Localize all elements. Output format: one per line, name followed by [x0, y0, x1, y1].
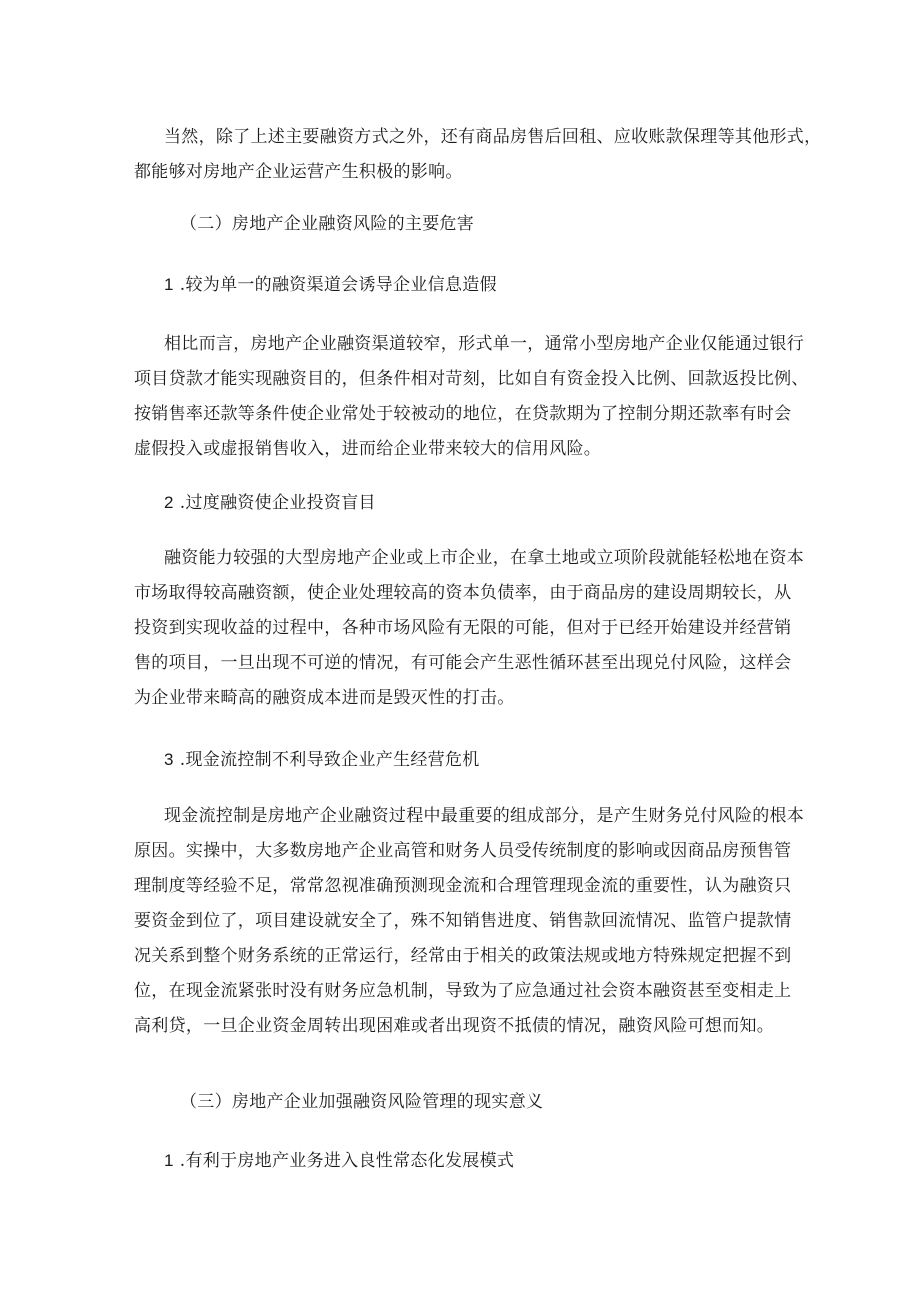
item-heading-3-1	[164, 1143, 809, 1178]
paragraph-line: 都能够对房地产企业运营产生积极的影响。	[134, 162, 463, 182]
paragraph-line: 融资能力较强的大型房地产企业或上市企业，在拿土地或立项阶段就能轻松地在资本	[164, 548, 805, 568]
item-heading-2	[164, 485, 809, 520]
section-heading-three	[180, 1085, 825, 1120]
paragraph-line: 售的项目，一旦出现不可逆的情况，有可能会产生恶性循环甚至出现兑付风险，这样会	[134, 653, 792, 673]
item-title: .有利于房地产业务进入良性常态化发展模式	[179, 1151, 515, 1171]
item-number: 1	[164, 1151, 174, 1170]
item-number: 2	[164, 493, 174, 512]
paragraph-line: 项目贷款才能实现融资目的，但条件相对苛刻，比如自有资金投入比例、回款返投比例、	[134, 369, 809, 389]
item-number: 1	[164, 275, 174, 294]
paragraph-line: 投资到实现收益的过程中，各种市场风险有无限的可能，但对于已经开始建设并经营销	[134, 618, 792, 638]
paragraph-line: 况关系到整个财务系统的正常运行，经常由于相关的政策法规或地方特殊规定把握不到	[134, 946, 792, 966]
paragraph-line: 原因。实操中，大多数房地产企业高管和财务人员受传统制度的影响或因商品房预售管	[134, 841, 792, 861]
item-title: .现金流控制不利导致企业产生经营危机	[179, 750, 480, 770]
paragraph-line: 理制度等经验不足，常常忽视准确预测现金流和合理管理现金流的重要性，认为融资只	[134, 876, 792, 896]
paragraph-line: 当然，除了上述主要融资方式之外，还有商品房售后回租、应收账款保理等其他形式，	[164, 127, 822, 147]
paragraph-line: 市场取得较高融资额，使企业处理较高的资本负债率，由于商品房的建设周期较长，从	[134, 583, 792, 603]
paragraph-line: 位，在现金流紧张时没有财务应急机制，导致为了应急通过社会资本融资甚至变相走上	[134, 981, 792, 1001]
paragraph-line: 为企业带来畸高的融资成本进而是毁灭性的打击。	[134, 688, 515, 708]
paragraph-line: 高利贷，一旦企业资金周转出现困难或者出现资不抵债的情况，融资风险可想而知。	[134, 1016, 775, 1036]
section-heading-two	[180, 207, 825, 242]
paragraph-line: 虚假投入或虚报销售收入，进而给企业带来较大的信用风险。	[134, 439, 602, 459]
item-heading-1	[164, 267, 809, 302]
paragraph-line: 按销售率还款等条件使企业常处于较被动的地位，在贷款期为了控制分期还款率有时会	[134, 404, 792, 424]
item-number: 3	[164, 750, 174, 769]
section-heading-text: （三）房地产企业加强融资风险管理的现实意义	[180, 1092, 544, 1112]
paragraph-line: 相比而言，房地产企业融资渠道较窄，形式单一，通常小型房地产企业仅能通过银行	[164, 334, 805, 354]
paragraph-item-3	[134, 799, 809, 1044]
section-heading-text: （二）房地产企业融资风险的主要危害	[180, 214, 475, 234]
paragraph-item-2	[134, 541, 809, 716]
item-heading-3	[164, 742, 809, 777]
paragraph-line: 现金流控制是房地产企业融资过程中最重要的组成部分，是产生财务兑付风险的根本	[164, 806, 805, 826]
paragraph-item-1	[134, 327, 809, 467]
paragraph-line: 要资金到位了，项目建设就安全了，殊不知销售进度、销售款回流情况、监管户提款情	[134, 911, 792, 931]
item-title: .较为单一的融资渠道会诱导企业信息造假	[179, 275, 497, 295]
paragraph-intro	[134, 120, 822, 190]
item-title: .过度融资使企业投资盲目	[179, 493, 376, 513]
